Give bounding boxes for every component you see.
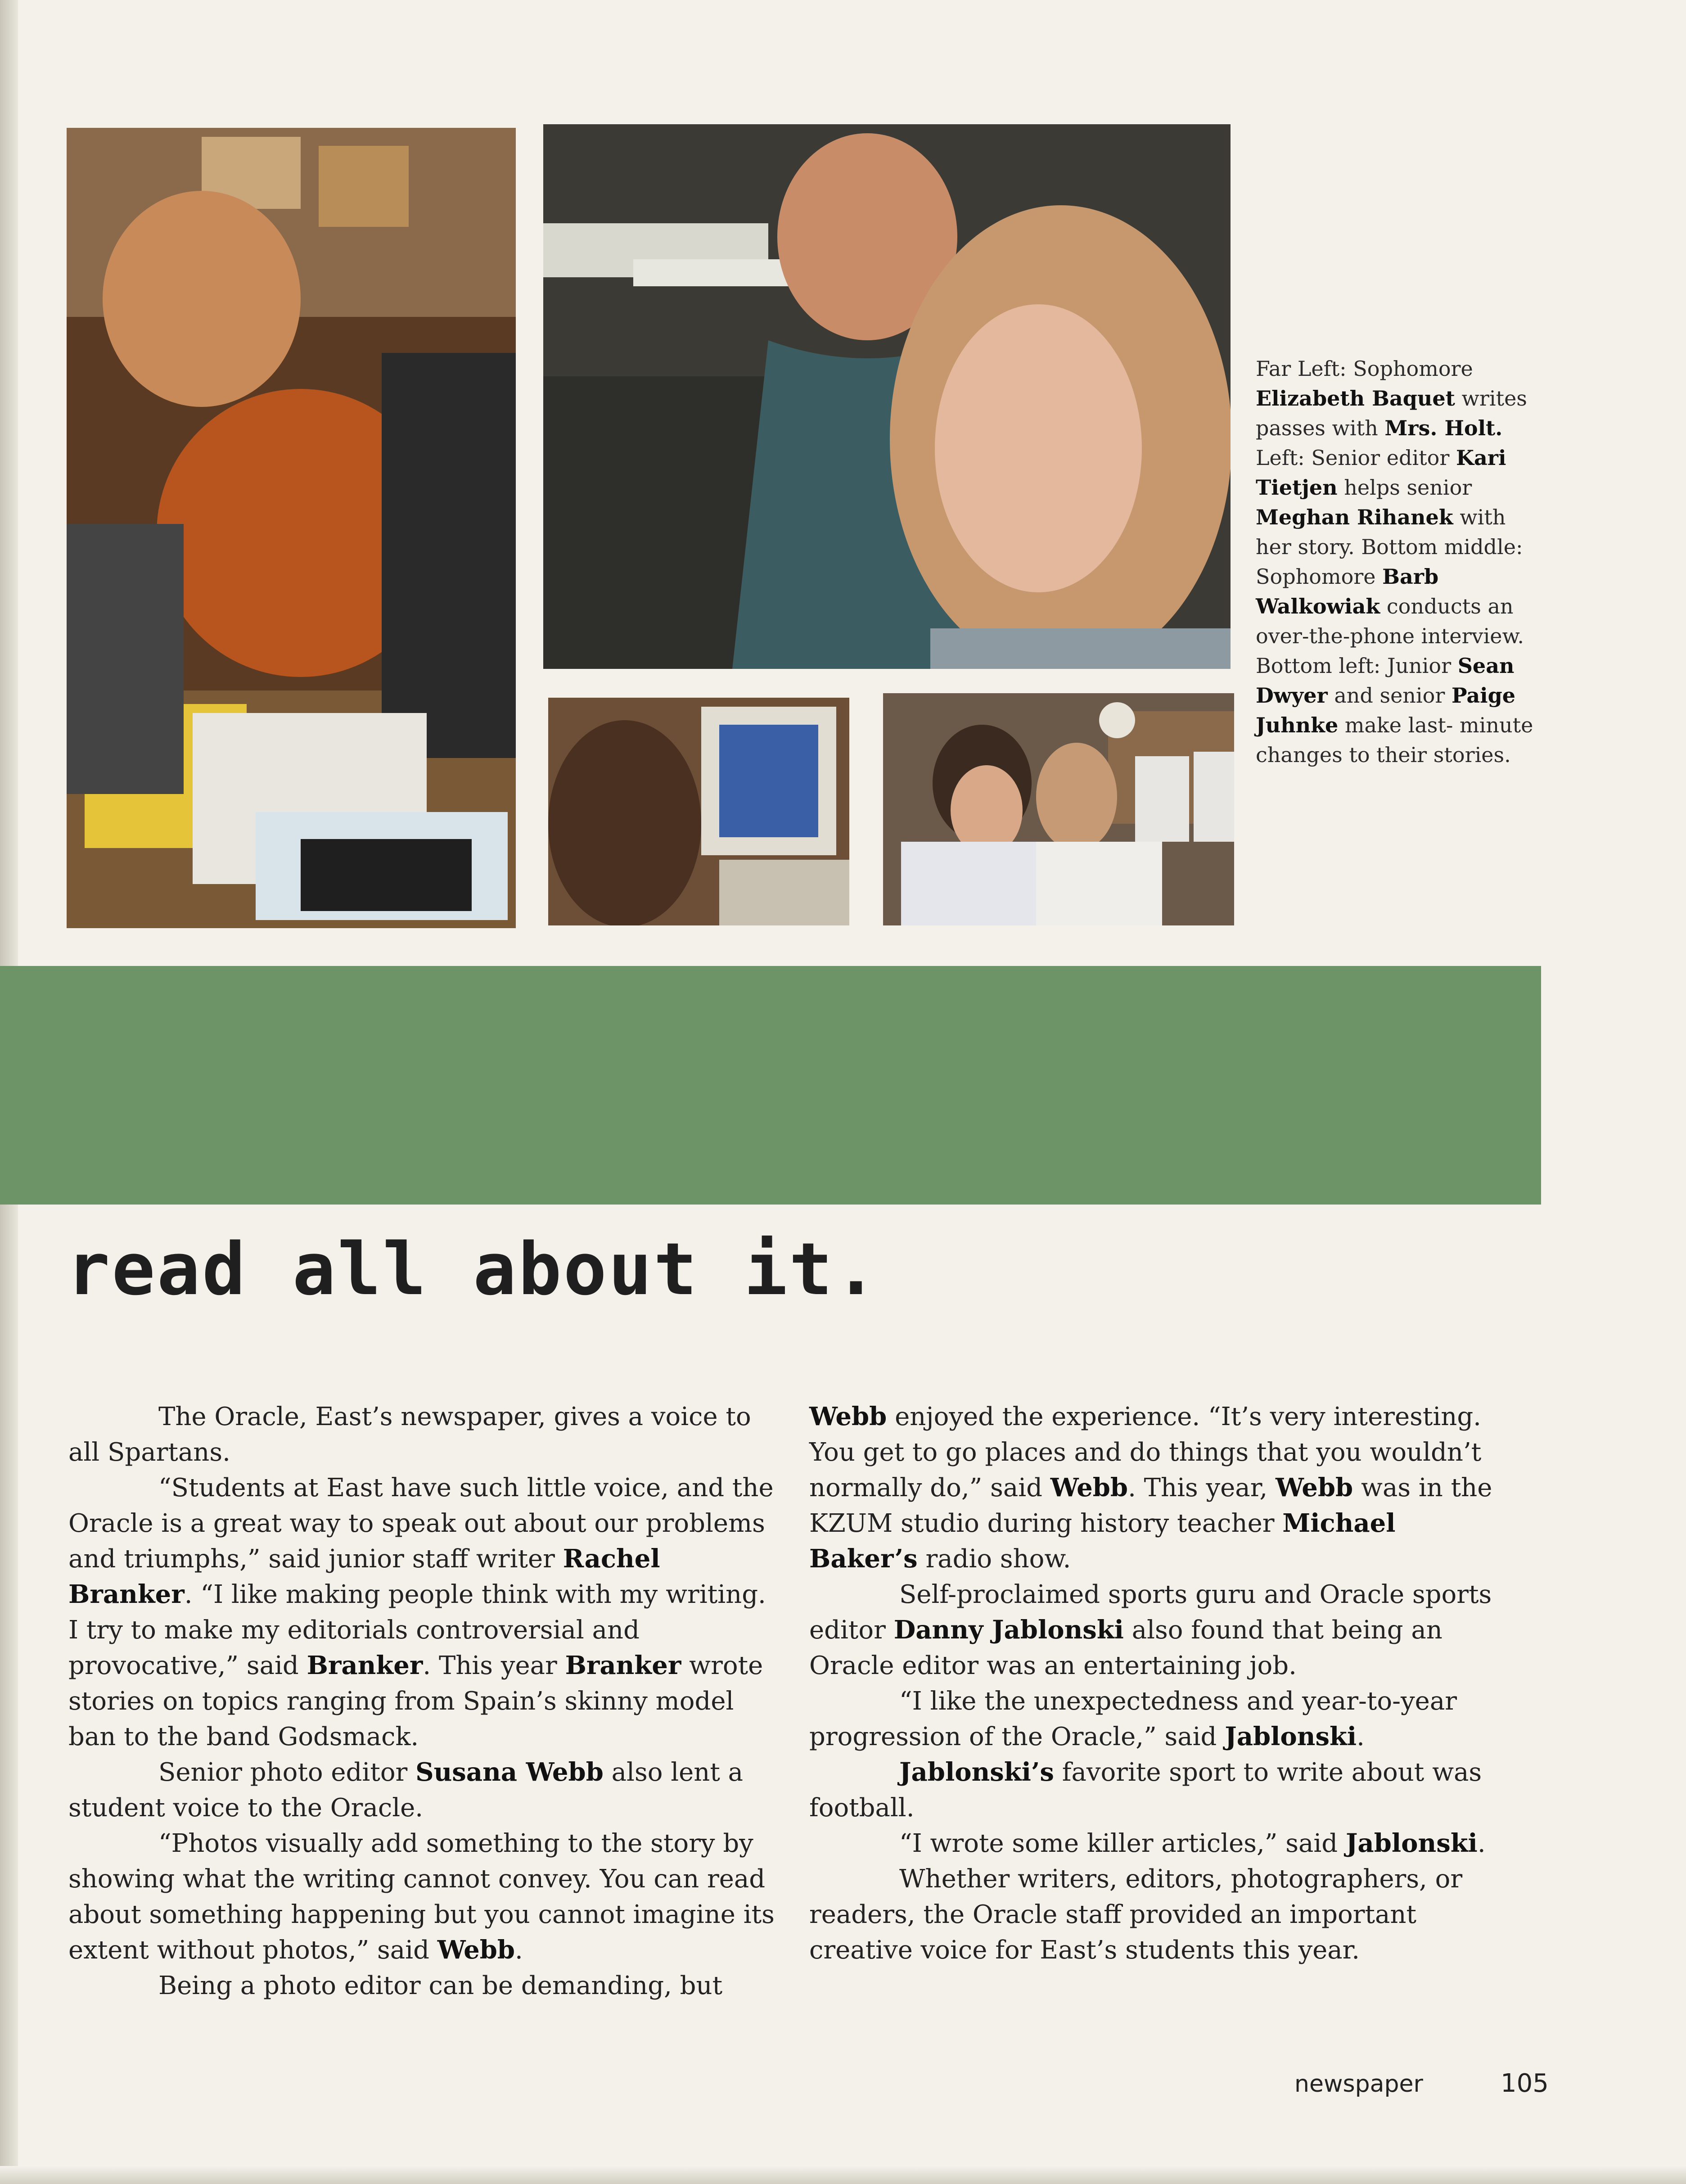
page-bottom-edge — [0, 2166, 1686, 2184]
caption-name: Paige Juhnke — [1256, 683, 1516, 737]
footer-section-name: newspaper — [1294, 2071, 1423, 2098]
article-column-left — [68, 1399, 780, 2004]
article-title: read all about it. — [67, 1227, 879, 1311]
photo-bottom-right — [883, 693, 1234, 925]
article-paragraph: The Oracle, East’s newspaper, gives a voice to all Spartans. — [68, 1402, 751, 1467]
photo-bottom-middle — [548, 698, 849, 925]
article-paragraph: “I like the unexpectedness and year-to-year progression of the Oracle,” said Jablonski. — [809, 1687, 1457, 1751]
article-paragraph: Self-proclaimed sports guru and Oracle sports editor Danny Jablonski also found that being an Oracle editor was an entertaining job. — [809, 1580, 1492, 1680]
green-banner — [0, 966, 1541, 1205]
article-paragraph: Senior photo editor Susana Webb also lent a student voice to the Oracle. — [68, 1757, 744, 1823]
caption-name: Sean Dwyer — [1256, 654, 1515, 708]
article-paragraph: “Students at East have such little voice, and the Oracle is a great way to speak out about our problems and triumphs,” said junior staff writer Rachel Branker. “I like making people think with my writing. I try to make my editorials controversial and provocative,” said Branker. This year Branker wrote stories on topics ranging from Spain’s skinny model ban to the band Godsmack. — [68, 1473, 774, 1751]
caption-name: Meghan Rihanek — [1256, 505, 1453, 529]
article-paragraph: “I wrote some killer articles,” said Jablonski. — [899, 1828, 1486, 1858]
article-paragraph: Jablonski’s favorite sport to write about was football. — [809, 1757, 1482, 1823]
photo-far-left — [67, 128, 516, 928]
caption-name: Barb Walkowiak — [1256, 564, 1439, 618]
page-number: 105 — [1501, 2069, 1549, 2098]
caption-name: Elizabeth Baquet — [1256, 386, 1455, 411]
photo-main — [543, 124, 1231, 669]
caption-name: Mrs. Holt. — [1384, 416, 1503, 440]
article-paragraph: Webb enjoyed the experience. “It’s very interesting. You get to go places and do things that you wouldn’t normally do,” said Webb. This year, Webb was in the KZUM studio during history teacher Michael Baker’s radio show. — [809, 1402, 1492, 1574]
article-paragraph: Being a photo editor can be demanding, but — [158, 1971, 723, 2000]
article-column-right — [809, 1399, 1511, 1968]
photo-caption: Far Left: Sophomore Elizabeth Baquet writes passes with Mrs. Holt. Left: Senior editor Kari Tietjen helps senior Meghan Rihanek with her story. Bottom middle: Sophomore Barb Walkowiak conducts an over-the-phone interview. Bottom left: Junior Sean Dwyer and senior Paige Juhnke make last- minute changes to their stories. — [1256, 356, 1533, 767]
article-paragraph: “Photos visually add something to the story by showing what the writing cannot convey. You can read about something happening but you cannot imagine its extent without photos,” said Webb. — [68, 1829, 775, 1965]
caption-name: Kari Tietjen — [1256, 446, 1506, 500]
article-paragraph: Whether writers, editors, photographers, or readers, the Oracle staff provided an important creative voice for East’s students this year. — [809, 1864, 1463, 1965]
